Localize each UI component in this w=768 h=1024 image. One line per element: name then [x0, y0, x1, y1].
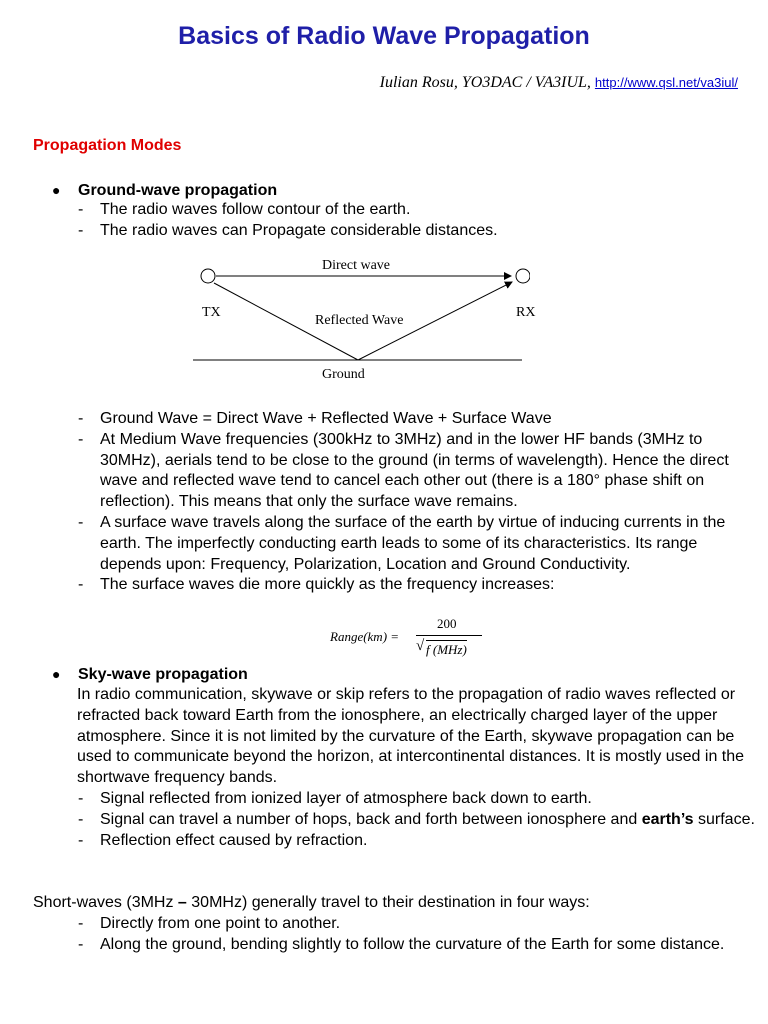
short-waves-intro: Short-waves (3MHz – 30MHz) generally travel to their destination in four ways:	[33, 894, 590, 911]
formula-lhs: Range(km) =	[330, 629, 400, 644]
list-item: - Along the ground, bending slightly to follow the curvature of the Earth for some distance.	[78, 935, 725, 953]
short-waves-list	[75, 914, 755, 956]
direct-wave-label: Direct wave	[322, 258, 391, 273]
ground-wave-diagram	[190, 256, 536, 391]
sky-wave-paragraph: In radio communication, skywave or skip refers to the propagation of radio waves reflected or refracted back toward Earth from the ionosphere, an electrically charged layer of the upper atmosphere. Since it is not limited by the curvature of the Earth, skywave propagation can be used to communicate beyond the horizon, at intercontinental distances. It is mostly used in the shortwave frequency bands.	[77, 686, 745, 787]
list-item: - The radio waves can Propagate considerable distances.	[78, 221, 498, 239]
ground-wave-heading: Ground-wave propagation	[78, 182, 278, 199]
ground-wave-intro-list	[75, 200, 755, 242]
author-line	[380, 74, 738, 92]
list-item: - The radio waves follow contour of the earth.	[78, 201, 411, 218]
ground-wave-details-list	[75, 409, 755, 596]
list-item: - Signal can travel a number of hops, back and forth between ionosphere and earth’s surface.	[78, 810, 755, 828]
bullet-icon: ●	[52, 666, 61, 682]
tx-label: TX	[202, 305, 221, 320]
fraction-bar	[416, 635, 482, 636]
rx-label: RX	[516, 305, 536, 320]
section-heading: Propagation Modes	[33, 137, 182, 154]
reflected-wave-label: Reflected Wave	[315, 313, 404, 328]
rx-antenna-icon	[516, 269, 530, 283]
square-root-icon: √	[416, 638, 425, 654]
list-item: - Ground Wave = Direct Wave + Reflected Wave + Surface Wave	[78, 410, 552, 427]
author-website-link[interactable]: http://www.qsl.net/va3iul/	[594, 75, 738, 90]
list-item: - The surface waves die more quickly as the frequency increases:	[78, 576, 555, 594]
sky-wave-heading: Sky-wave propagation	[78, 666, 248, 683]
author-name: Iulian Rosu, YO3DAC / VA3IUL,	[379, 74, 595, 91]
list-item: - Reflection effect caused by refraction.	[78, 831, 368, 849]
list-item: - At Medium Wave frequencies (300kHz to 3MHz) and in the lower HF bands (3MHz to 30MHz), aerials tend to be close to the ground (in terms of wavelength). Hence the direct wave and reflected wave tend to cancel each other out (there is a 180° phase shift on reflection). This means that only the surface wave remains.	[78, 430, 729, 511]
list-item: - A surface wave travels along the surface of the earth by virtue of inducing currents in the earth. The imperfectly conducting earth leads to some of its characteristics. Its range depends upon: Frequency, Polarization, Location and Ground Conductivity.	[78, 513, 726, 573]
list-item: - Directly from one point to another.	[78, 915, 341, 932]
tx-antenna-icon	[201, 269, 215, 283]
ground-label: Ground	[322, 367, 365, 382]
list-item: - Signal reflected from ionized layer of atmosphere back down to earth.	[78, 790, 592, 807]
bullet-icon: ●	[52, 182, 61, 198]
document-title: Basics of Radio Wave Propagation	[178, 22, 590, 50]
formula-numerator: 200	[437, 616, 457, 631]
formula-denominator: f (MHz)	[426, 642, 467, 657]
sky-wave-list	[75, 789, 755, 851]
